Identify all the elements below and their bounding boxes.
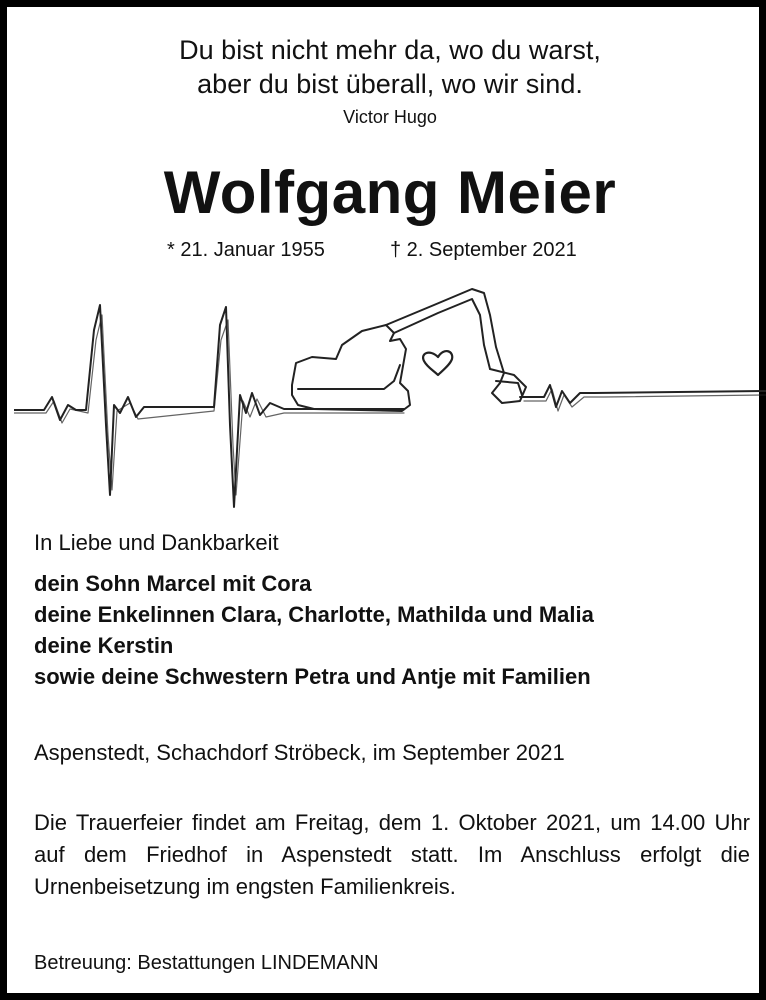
mourners-intro: In Liebe und Dankbarkeit bbox=[34, 530, 279, 555]
death-date: † 2. September 2021 bbox=[390, 239, 577, 261]
deceased-name: Wolfgang Meier bbox=[163, 159, 617, 226]
quote-author: Victor Hugo bbox=[343, 107, 437, 127]
mourners-list bbox=[34, 568, 750, 692]
quote-line-2: aber du bist überall, wo wir sind. bbox=[197, 69, 583, 99]
mourner-line: deine Enkelinnen Clara, Charlotte, Mathilda und Malia bbox=[34, 602, 594, 627]
heartbeat-excavator-icon bbox=[14, 285, 766, 517]
birth-date: * 21. Januar 1955 bbox=[167, 239, 325, 261]
mourner-line: dein Sohn Marcel mit Cora bbox=[34, 571, 312, 596]
mourner-line: deine Kerstin bbox=[34, 633, 174, 658]
mourner-line: sowie deine Schwestern Petra und Antje mit Familien bbox=[34, 664, 591, 689]
funeral-service-info: Die Trauerfeier findet am Freitag, dem 1. Oktober 2021, um 14.00 Uhr auf dem Friedhof in Aspenstedt statt. Im Anschluss erfolgt die Urnenbeisetzung im engsten Familienkreis. bbox=[34, 810, 750, 899]
place-date: Aspenstedt, Schachdorf Ströbeck, im September 2021 bbox=[34, 740, 565, 765]
funeral-home: Betreuung: Bestattungen LINDEMANN bbox=[34, 952, 379, 974]
quote-line-1: Du bist nicht mehr da, wo du warst, bbox=[179, 35, 601, 65]
